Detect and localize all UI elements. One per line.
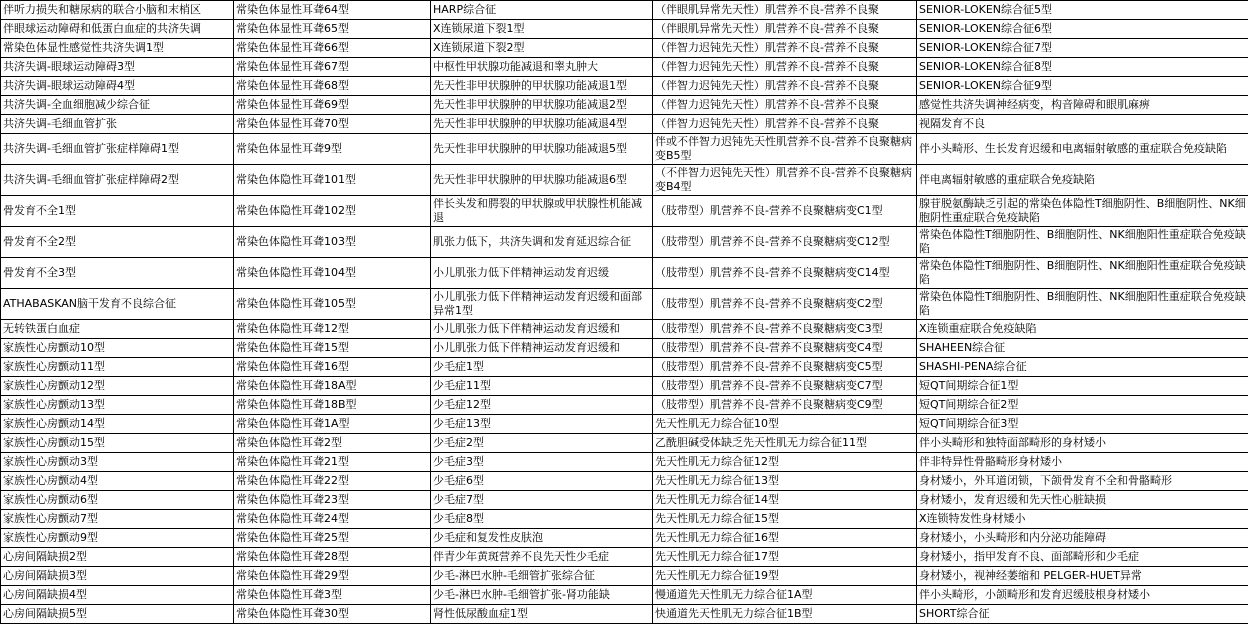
table-cell-col-d[interactable]: 先天性肌无力综合征16型 — [653, 529, 917, 548]
table-cell-col-c[interactable]: 先天性非甲状腺肿的甲状腺功能减退1型 — [431, 77, 653, 96]
table-cell-col-a[interactable]: 家族性心房颤动4型 — [1, 472, 234, 491]
table-cell-col-b[interactable]: 常染色体隐性耳聋21型 — [234, 453, 431, 472]
table-cell-col-a[interactable] — [1, 258, 234, 289]
table-cell-col-c[interactable]: 小儿肌张力低下伴精神运动发育迟缓和 — [431, 339, 653, 358]
table-cell-col-a[interactable]: 家族性心房颤动12型 — [1, 377, 234, 396]
table-row — [1, 134, 1248, 165]
table-cell-col-b[interactable]: 常染色体隐性耳聋2型 — [234, 434, 431, 453]
table-cell-col-d[interactable]: 先天性肌无力综合征19型 — [653, 567, 917, 586]
cell-text: 常染色体隐性耳聋105型 — [236, 297, 356, 310]
table-cell-col-e[interactable]: X连锁特发性身材矮小 — [917, 510, 1248, 529]
table-cell-col-a[interactable] — [1, 289, 234, 320]
table-cell-col-c[interactable]: 少毛症2型 — [431, 434, 653, 453]
table-cell-col-a[interactable]: 家族性心房颤动9型 — [1, 529, 234, 548]
table-cell-col-d[interactable]: （肢带型）肌营养不良-营养不良聚糖病变C7型 — [653, 377, 917, 396]
table-cell-col-d[interactable] — [653, 134, 917, 165]
table-cell-col-a[interactable]: 心房间隔缺损3型 — [1, 567, 234, 586]
cell-text: 共济失调-毛细血管扩张症样障碍1型 — [3, 142, 179, 155]
table-cell-col-e[interactable]: SENIOR-LOKEN综合征7型 — [917, 39, 1248, 58]
table-cell-col-e[interactable]: SENIOR-LOKEN综合征9型 — [917, 77, 1248, 96]
cell-text: 骨发育不全1型 — [3, 204, 76, 217]
table-cell-col-a[interactable]: 心房间隔缺损2型 — [1, 548, 234, 567]
table-cell-col-a[interactable]: 心房间隔缺损5型 — [1, 605, 234, 624]
table-row — [1, 320, 1248, 339]
table-cell-col-c[interactable]: 先天性非甲状腺肿的甲状腺功能减退2型 — [431, 96, 653, 115]
table-cell-col-b[interactable]: 常染色体隐性耳聋25型 — [234, 529, 431, 548]
table-cell-col-e[interactable] — [917, 258, 1248, 289]
table-cell-col-a[interactable]: 心房间隔缺损4型 — [1, 586, 234, 605]
table-cell-col-e[interactable] — [917, 165, 1248, 196]
cell-text: 肌张力低下，共济失调和发育延迟综合征 — [433, 235, 631, 248]
table-cell-col-a[interactable]: 家族性心房颤动14型 — [1, 415, 234, 434]
table-cell-col-b[interactable] — [234, 165, 431, 196]
table-cell-col-c[interactable] — [431, 258, 653, 289]
table-cell-col-e[interactable]: 身材矮小，视神经萎缩和 PELGER-HUET异常 — [917, 567, 1248, 586]
table-cell-col-e[interactable] — [917, 134, 1248, 165]
table-cell-col-b[interactable]: 常染色体隐性耳聋18A型 — [234, 377, 431, 396]
table-row — [1, 227, 1248, 258]
table-cell-col-c[interactable]: 少毛症13型 — [431, 415, 653, 434]
table-cell-col-d[interactable]: （伴智力迟钝先天性）肌营养不良-营养不良聚 — [653, 77, 917, 96]
cell-text: 伴电离辐射敏感的重症联合免疫缺陷 — [919, 173, 1095, 186]
table-row — [1, 434, 1248, 453]
table-cell-col-e[interactable]: SHAHEEN综合征 — [917, 339, 1248, 358]
table-cell-col-b[interactable]: 常染色体隐性耳聋1A型 — [234, 415, 431, 434]
table-cell-col-a[interactable]: 共济失调-眼球运动障碍4型 — [1, 77, 234, 96]
cell-text: 常染色体隐性T细胞阴性、B细胞阴性、NK细胞阳性重症联合免疫缺陷 — [919, 290, 1246, 317]
cell-text: ATHABASKAN脑干发育不良综合征 — [3, 297, 177, 310]
cell-text: （肢带型）肌营养不良-营养不良聚糖病变C12型 — [655, 235, 890, 248]
table-row — [1, 586, 1248, 605]
table-cell-col-b[interactable]: 常染色体隐性耳聋18B型 — [234, 396, 431, 415]
table-cell-col-e[interactable]: 身材矮小，发育迟缓和先天性心脏缺损 — [917, 491, 1248, 510]
table-cell-col-b[interactable]: 常染色体隐性耳聋22型 — [234, 472, 431, 491]
table-row — [1, 165, 1248, 196]
table-cell-col-c[interactable]: 肾性低尿酸血症1型 — [431, 605, 653, 624]
table-cell-col-b[interactable]: 常染色体隐性耳聋23型 — [234, 491, 431, 510]
cell-text: （不伴智力迟钝先天性）肌营养不良-营养不良聚糖病变B4型 — [655, 166, 912, 193]
table-cell-col-b[interactable]: 常染色体显性耳聋65型 — [234, 20, 431, 39]
table-cell-col-d[interactable]: （肢带型）肌营养不良-营养不良聚糖病变C5型 — [653, 358, 917, 377]
table-row — [1, 472, 1248, 491]
table-cell-col-d[interactable]: 先天性肌无力综合征17型 — [653, 548, 917, 567]
table-cell-col-c[interactable]: 中枢性甲状腺功能减退和睾丸肿大 — [431, 58, 653, 77]
table-cell-col-c[interactable]: 少毛症11型 — [431, 377, 653, 396]
cell-text: 常染色体显性耳聋9型 — [236, 142, 342, 155]
table-cell-col-c[interactable] — [431, 196, 653, 227]
table-cell-col-c[interactable]: 少毛症12型 — [431, 396, 653, 415]
table-cell-col-c[interactable]: 少毛症1型 — [431, 358, 653, 377]
table-cell-col-e[interactable]: 身材矮小，外耳道闭锁，下颌骨发育不全和骨骼畸形 — [917, 472, 1248, 491]
table-cell-col-c[interactable]: 少毛症6型 — [431, 472, 653, 491]
table-cell-col-e[interactable] — [917, 227, 1248, 258]
table-cell-col-d[interactable]: 先天性肌无力综合征13型 — [653, 472, 917, 491]
table-row — [1, 1, 1248, 20]
table-cell-col-e[interactable]: 伴小头畸形，小颌畸形和发育迟缓肢根身材矮小 — [917, 586, 1248, 605]
table-cell-col-a[interactable]: 常染色体显性感觉性共济失调1型 — [1, 39, 234, 58]
table-cell-col-c[interactable]: X连锁尿道下裂1型 — [431, 20, 653, 39]
cell-text: 伴或不伴智力迟钝先天性肌营养不良-营养不良聚糖病变B5型 — [655, 135, 912, 162]
table-cell-col-b[interactable]: 常染色体隐性耳聋15型 — [234, 339, 431, 358]
table-cell-col-a[interactable]: 家族性心房颤动15型 — [1, 434, 234, 453]
table-cell-col-c[interactable]: 少毛症8型 — [431, 510, 653, 529]
table-cell-col-e[interactable]: 伴小头畸形和独特面部畸形的身材矮小 — [917, 434, 1248, 453]
table-cell-col-a[interactable]: 共济失调-毛细血管扩张 — [1, 115, 234, 134]
table-cell-col-d[interactable]: （肢带型）肌营养不良-营养不良聚糖病变C3型 — [653, 320, 917, 339]
table-cell-col-b[interactable]: 常染色体显性耳聋68型 — [234, 77, 431, 96]
table-cell-col-b[interactable]: 常染色体显性耳聋64型 — [234, 1, 431, 20]
table-cell-col-d[interactable] — [653, 196, 917, 227]
table-cell-col-d[interactable] — [653, 165, 917, 196]
table-cell-col-d[interactable]: （肢带型）肌营养不良-营养不良聚糖病变C9型 — [653, 396, 917, 415]
table-cell-col-b[interactable]: 常染色体隐性耳聋16型 — [234, 358, 431, 377]
table-cell-col-c[interactable] — [431, 165, 653, 196]
table-cell-col-d[interactable]: （伴智力迟钝先天性）肌营养不良-营养不良聚 — [653, 58, 917, 77]
cell-text: 骨发育不全3型 — [3, 266, 76, 279]
table-cell-col-a[interactable]: 家族性心房颤动3型 — [1, 453, 234, 472]
table-cell-col-b[interactable]: 常染色体显性耳聋66型 — [234, 39, 431, 58]
table-row — [1, 258, 1248, 289]
table-cell-col-d[interactable]: （伴智力迟钝先天性）肌营养不良-营养不良聚 — [653, 115, 917, 134]
table-cell-col-b[interactable] — [234, 289, 431, 320]
table-cell-col-d[interactable]: 乙酰胆碱受体缺乏先天性肌无力综合征11型 — [653, 434, 917, 453]
table-cell-col-c[interactable]: 伴青少年黄斑营养不良先天性少毛症 — [431, 548, 653, 567]
table-cell-col-d[interactable]: （伴眼肌异常先天性）肌营养不良-营养不良聚 — [653, 20, 917, 39]
table-cell-col-e[interactable]: 短QT间期综合征3型 — [917, 415, 1248, 434]
table-cell-col-c[interactable] — [431, 227, 653, 258]
table-row — [1, 358, 1248, 377]
table-cell-col-c[interactable]: 先天性非甲状腺肿的甲状腺功能减退4型 — [431, 115, 653, 134]
table-cell-col-c[interactable]: 少毛症和复发性皮肤泡 — [431, 529, 653, 548]
cell-text: 骨发育不全2型 — [3, 235, 76, 248]
table-cell-col-a[interactable]: 无转铁蛋白血症 — [1, 320, 234, 339]
cell-text: 伴长头发和腭裂的甲状腺或甲状腺性机能减退 — [433, 197, 642, 224]
table-cell-col-d[interactable] — [653, 227, 917, 258]
table-cell-col-b[interactable] — [234, 227, 431, 258]
table-cell-col-b[interactable] — [234, 134, 431, 165]
table-cell-col-a[interactable]: 共济失调-全血细胞减少综合征 — [1, 96, 234, 115]
table-cell-col-e[interactable]: 身材矮小，小头畸形和内分泌功能障碍 — [917, 529, 1248, 548]
table-cell-col-a[interactable]: 家族性心房颤动7型 — [1, 510, 234, 529]
table-cell-col-a[interactable]: 伴眼球运动障碍和低蛋白血症的共济失调 — [1, 20, 234, 39]
table-cell-col-a[interactable]: 伴听力损失和糖尿病的联合小脑和末梢区 — [1, 1, 234, 20]
cell-text: 常染色体隐性耳聋103型 — [236, 235, 356, 248]
table-row — [1, 289, 1248, 320]
table-row — [1, 196, 1248, 227]
cell-text: 先天性非甲状腺肿的甲状腺功能减退5型 — [433, 142, 627, 155]
cell-text: （肢带型）肌营养不良-营养不良聚糖病变C1型 — [655, 204, 883, 217]
table-cell-col-e[interactable]: SENIOR-LOKEN综合征5型 — [917, 1, 1248, 20]
cell-text: 腺苷脱氨酶缺乏引起的常染色体隐性T细胞阴性、B细胞阴性、NK细胞阴性重症联合免疫缺陷 — [919, 197, 1246, 224]
table-cell-col-d[interactable] — [653, 258, 917, 289]
table-cell-col-e[interactable]: X连锁重症联合免疫缺陷 — [917, 320, 1248, 339]
table-row — [1, 510, 1248, 529]
table-cell-col-c[interactable]: 少毛症7型 — [431, 491, 653, 510]
table-cell-col-b[interactable] — [234, 258, 431, 289]
table-cell-col-d[interactable]: 先天性肌无力综合征15型 — [653, 510, 917, 529]
table-row — [1, 115, 1248, 134]
table-cell-col-d[interactable]: （伴智力迟钝先天性）肌营养不良-营养不良聚 — [653, 39, 917, 58]
table-cell-col-e[interactable]: SENIOR-LOKEN综合征8型 — [917, 58, 1248, 77]
table-cell-col-e[interactable]: 感觉性共济失调神经病变，构音障碍和眼肌麻痹 — [917, 96, 1248, 115]
table-cell-col-b[interactable]: 常染色体隐性耳聋3型 — [234, 586, 431, 605]
table-cell-col-a[interactable]: 家族性心房颤动10型 — [1, 339, 234, 358]
table-cell-col-b[interactable]: 常染色体隐性耳聋28型 — [234, 548, 431, 567]
table-cell-col-e[interactable]: SENIOR-LOKEN综合征6型 — [917, 20, 1248, 39]
table-cell-col-d[interactable]: （伴眼肌异常先天性）肌营养不良-营养不良聚 — [653, 1, 917, 20]
table-row — [1, 453, 1248, 472]
table-cell-col-e[interactable]: 身材矮小，指甲发育不良、面部畸形和少毛症 — [917, 548, 1248, 567]
table-cell-col-c[interactable]: 少毛-淋巴水肿-毛细管扩张-肾功能缺 — [431, 586, 653, 605]
table-cell-col-e[interactable]: 伴非特异性骨骼畸形身材矮小 — [917, 453, 1248, 472]
table-cell-col-e[interactable]: 视隔发育不良 — [917, 115, 1248, 134]
table-cell-col-c[interactable]: X连锁尿道下裂2型 — [431, 39, 653, 58]
table-cell-col-b[interactable]: 常染色体显性耳聋67型 — [234, 58, 431, 77]
table-cell-col-e[interactable]: SHASHI-PENA综合征 — [917, 358, 1248, 377]
table-row — [1, 77, 1248, 96]
table-cell-col-a[interactable]: 家族性心房颤动11型 — [1, 358, 234, 377]
table-cell-col-a[interactable]: 家族性心房颤动13型 — [1, 396, 234, 415]
table-cell-col-a[interactable]: 共济失调-眼球运动障碍3型 — [1, 58, 234, 77]
table-row — [1, 605, 1248, 624]
table-row — [1, 548, 1248, 567]
cell-text: 小儿肌张力低下伴精神运动发育迟缓 — [433, 266, 609, 279]
table-cell-col-d[interactable]: （肢带型）肌营养不良-营养不良聚糖病变C4型 — [653, 339, 917, 358]
table-cell-col-d[interactable] — [653, 289, 917, 320]
table-cell-col-e[interactable] — [917, 289, 1248, 320]
table-cell-col-b[interactable]: 常染色体隐性耳聋24型 — [234, 510, 431, 529]
table-cell-col-b[interactable]: 常染色体隐性耳聋12型 — [234, 320, 431, 339]
table-cell-col-a[interactable] — [1, 165, 234, 196]
table-cell-col-e[interactable]: 短QT间期综合征2型 — [917, 396, 1248, 415]
table-cell-col-d[interactable]: 先天性肌无力综合征10型 — [653, 415, 917, 434]
table-row — [1, 58, 1248, 77]
table-cell-col-e[interactable]: 短QT间期综合征1型 — [917, 377, 1248, 396]
table-cell-col-c[interactable] — [431, 134, 653, 165]
cell-text: 常染色体隐性耳聋101型 — [236, 173, 356, 186]
table-cell-col-a[interactable] — [1, 134, 234, 165]
table-row — [1, 491, 1248, 510]
table-row — [1, 415, 1248, 434]
table-cell-col-d[interactable]: 慢通道先天性肌无力综合征1A型 — [653, 586, 917, 605]
table-row — [1, 529, 1248, 548]
cell-text: 共济失调-毛细血管扩张症样障碍2型 — [3, 173, 179, 186]
table-cell-col-e[interactable]: SHORT综合征 — [917, 605, 1248, 624]
cell-text: 常染色体隐性耳聋104型 — [236, 266, 356, 279]
table-cell-col-b[interactable] — [234, 196, 431, 227]
table-cell-col-c[interactable] — [431, 289, 653, 320]
table-cell-col-d[interactable]: 先天性肌无力综合征14型 — [653, 491, 917, 510]
cell-text: （肢带型）肌营养不良-营养不良聚糖病变C14型 — [655, 266, 890, 279]
table-row — [1, 567, 1248, 586]
table-cell-col-e[interactable] — [917, 196, 1248, 227]
table-cell-col-c[interactable]: 少毛症3型 — [431, 453, 653, 472]
table-cell-col-d[interactable]: 快通道先天性肌无力综合征1B型 — [653, 605, 917, 624]
cell-text: 常染色体隐性T细胞阴性、B细胞阴性、NK细胞阳性重症联合免疫缺陷 — [919, 228, 1246, 255]
cell-text: 先天性非甲状腺肿的甲状腺功能减退6型 — [433, 173, 627, 186]
table-cell-col-b[interactable]: 常染色体隐性耳聋30型 — [234, 605, 431, 624]
table-body — [1, 1, 1248, 624]
table-cell-col-d[interactable]: 先天性肌无力综合征12型 — [653, 453, 917, 472]
table-cell-col-a[interactable]: 家族性心房颤动6型 — [1, 491, 234, 510]
table-row — [1, 39, 1248, 58]
cell-text: 小儿肌张力低下伴精神运动发育迟缓和面部异常1型 — [433, 290, 642, 317]
table-row — [1, 96, 1248, 115]
table-cell-col-c[interactable]: HARP综合征 — [431, 1, 653, 20]
table-cell-col-d[interactable]: （伴智力迟钝先天性）肌营养不良-营养不良聚 — [653, 96, 917, 115]
table-cell-col-c[interactable]: 少毛-淋巴水肿-毛细管扩张综合征 — [431, 567, 653, 586]
cell-text: 常染色体隐性T细胞阴性、B细胞阴性、NK细胞阳性重症联合免疫缺陷 — [919, 259, 1246, 286]
table-row — [1, 396, 1248, 415]
table-cell-col-b[interactable]: 常染色体隐性耳聋29型 — [234, 567, 431, 586]
cell-text: 伴小头畸形、生长发育迟缓和电离辐射敏感的重症联合免疫缺陷 — [919, 142, 1227, 155]
table-cell-col-a[interactable] — [1, 196, 234, 227]
cell-text: 常染色体隐性耳聋102型 — [236, 204, 356, 217]
table-cell-col-b[interactable]: 常染色体显性耳聋69型 — [234, 96, 431, 115]
table-cell-col-b[interactable]: 常染色体显性耳聋70型 — [234, 115, 431, 134]
table-row — [1, 377, 1248, 396]
table-row — [1, 20, 1248, 39]
table-cell-col-c[interactable]: 小儿肌张力低下伴精神运动发育迟缓和 — [431, 320, 653, 339]
cell-text: （肢带型）肌营养不良-营养不良聚糖病变C2型 — [655, 297, 883, 310]
table-row — [1, 339, 1248, 358]
table-cell-col-a[interactable] — [1, 227, 234, 258]
